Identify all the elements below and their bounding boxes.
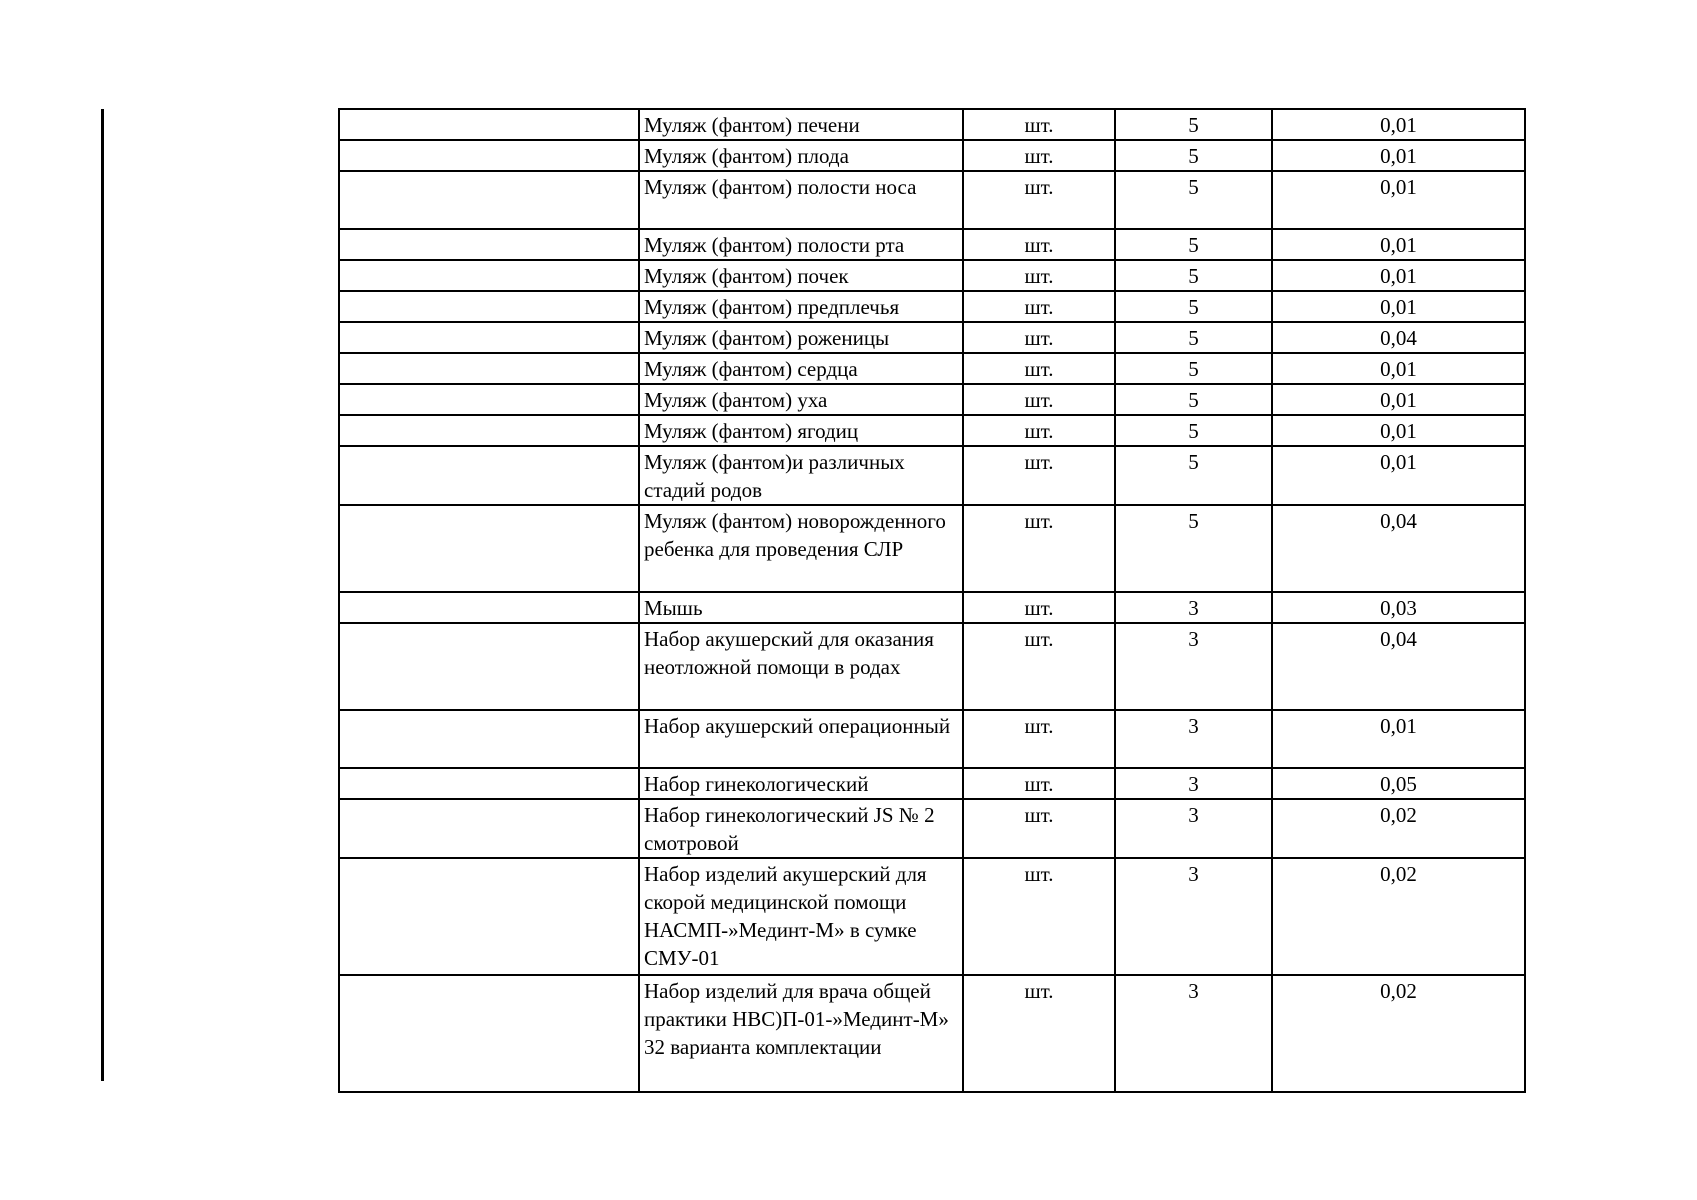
quantity-cell: 3 <box>1115 623 1272 710</box>
unit-cell: шт. <box>963 623 1115 710</box>
item-name-cell: Муляж (фантом)и различных стадий родов <box>639 446 963 505</box>
ratio-cell: 0,02 <box>1272 799 1525 858</box>
section-cell <box>339 975 639 1092</box>
table-row <box>339 260 1525 291</box>
table-row <box>339 799 1525 858</box>
ratio-cell: 0,01 <box>1272 109 1525 140</box>
table-row <box>339 768 1525 799</box>
quantity-cell: 5 <box>1115 505 1272 592</box>
section-cell <box>339 505 639 592</box>
quantity-cell: 5 <box>1115 353 1272 384</box>
ratio-cell: 0,01 <box>1272 710 1525 768</box>
unit-cell: шт. <box>963 322 1115 353</box>
ratio-cell: 0,01 <box>1272 353 1525 384</box>
ratio-cell: 0,01 <box>1272 415 1525 446</box>
unit-cell: шт. <box>963 229 1115 260</box>
section-cell <box>339 291 639 322</box>
unit-cell: шт. <box>963 415 1115 446</box>
table-row <box>339 415 1525 446</box>
item-name-cell: Набор изделий акушерский для скорой медицинской помощи НАСМП-»Мединт-М» в сумке СМУ-01 <box>639 858 963 975</box>
unit-cell: шт. <box>963 291 1115 322</box>
quantity-cell: 3 <box>1115 592 1272 623</box>
item-name-cell: Муляж (фантом) сердца <box>639 353 963 384</box>
item-name-cell: Муляж (фантом) ягодиц <box>639 415 963 446</box>
ratio-cell: 0,01 <box>1272 446 1525 505</box>
table-row <box>339 975 1525 1092</box>
item-name-cell: Набор акушерский операционный <box>639 710 963 768</box>
item-name-cell: Набор акушерский для оказания неотложной помощи в родах <box>639 623 963 710</box>
section-cell <box>339 229 639 260</box>
ratio-cell: 0,01 <box>1272 384 1525 415</box>
item-name-cell: Муляж (фантом) полости носа <box>639 171 963 229</box>
quantity-cell: 5 <box>1115 260 1272 291</box>
section-cell <box>339 322 639 353</box>
quantity-cell: 5 <box>1115 322 1272 353</box>
section-cell <box>339 446 639 505</box>
quantity-cell: 5 <box>1115 415 1272 446</box>
section-cell <box>339 799 639 858</box>
item-name-cell: Муляж (фантом) полости рта <box>639 229 963 260</box>
quantity-cell: 3 <box>1115 799 1272 858</box>
section-cell <box>339 171 639 229</box>
quantity-cell: 5 <box>1115 171 1272 229</box>
table-row <box>339 384 1525 415</box>
ratio-cell: 0,04 <box>1272 505 1525 592</box>
unit-cell: шт. <box>963 710 1115 768</box>
item-name-cell: Набор гинекологический JS № 2 смотровой <box>639 799 963 858</box>
table-row <box>339 229 1525 260</box>
quantity-cell: 5 <box>1115 109 1272 140</box>
unit-cell: шт. <box>963 768 1115 799</box>
section-cell <box>339 858 639 975</box>
table-row <box>339 322 1525 353</box>
quantity-cell: 5 <box>1115 140 1272 171</box>
ratio-cell: 0,02 <box>1272 858 1525 975</box>
section-cell <box>339 384 639 415</box>
quantity-cell: 3 <box>1115 768 1272 799</box>
section-cell <box>339 592 639 623</box>
item-name-cell: Набор гинекологический <box>639 768 963 799</box>
table-row <box>339 171 1525 229</box>
ratio-cell: 0,01 <box>1272 291 1525 322</box>
ratio-cell: 0,01 <box>1272 140 1525 171</box>
table-row <box>339 592 1525 623</box>
table-row <box>339 505 1525 592</box>
table-row <box>339 623 1525 710</box>
unit-cell: шт. <box>963 446 1115 505</box>
unit-cell: шт. <box>963 353 1115 384</box>
section-cell <box>339 260 639 291</box>
equipment-table-body <box>339 109 1525 1092</box>
unit-cell: шт. <box>963 505 1115 592</box>
table-row <box>339 140 1525 171</box>
equipment-table <box>338 108 1526 1093</box>
table-row <box>339 291 1525 322</box>
table-row <box>339 109 1525 140</box>
ratio-cell: 0,03 <box>1272 592 1525 623</box>
ratio-cell: 0,05 <box>1272 768 1525 799</box>
section-cell <box>339 109 639 140</box>
unit-cell: шт. <box>963 171 1115 229</box>
item-name-cell: Муляж (фантом) новорожденного ребенка для проведения СЛР <box>639 505 963 592</box>
section-cell <box>339 710 639 768</box>
item-name-cell: Муляж (фантом) печени <box>639 109 963 140</box>
quantity-cell: 5 <box>1115 291 1272 322</box>
quantity-cell: 3 <box>1115 975 1272 1092</box>
quantity-cell: 3 <box>1115 710 1272 768</box>
item-name-cell: Муляж (фантом) роженицы <box>639 322 963 353</box>
left-margin-rule <box>101 109 104 1081</box>
quantity-cell: 5 <box>1115 446 1272 505</box>
quantity-cell: 5 <box>1115 384 1272 415</box>
ratio-cell: 0,02 <box>1272 975 1525 1092</box>
unit-cell: шт. <box>963 799 1115 858</box>
item-name-cell: Набор изделий для врача общей практики НВС)П-01-»Мединт-М» 32 варианта комплектации <box>639 975 963 1092</box>
quantity-cell: 3 <box>1115 858 1272 975</box>
ratio-cell: 0,04 <box>1272 322 1525 353</box>
ratio-cell: 0,01 <box>1272 171 1525 229</box>
unit-cell: шт. <box>963 140 1115 171</box>
item-name-cell: Муляж (фантом) предплечья <box>639 291 963 322</box>
section-cell <box>339 623 639 710</box>
table-row <box>339 858 1525 975</box>
equipment-table-container <box>338 108 1524 1093</box>
table-row <box>339 710 1525 768</box>
item-name-cell: Муляж (фантом) почек <box>639 260 963 291</box>
item-name-cell: Муляж (фантом) уха <box>639 384 963 415</box>
unit-cell: шт. <box>963 384 1115 415</box>
item-name-cell: Мышь <box>639 592 963 623</box>
section-cell <box>339 140 639 171</box>
ratio-cell: 0,04 <box>1272 623 1525 710</box>
table-row <box>339 353 1525 384</box>
unit-cell: шт. <box>963 858 1115 975</box>
ratio-cell: 0,01 <box>1272 229 1525 260</box>
item-name-cell: Муляж (фантом) плода <box>639 140 963 171</box>
section-cell <box>339 415 639 446</box>
ratio-cell: 0,01 <box>1272 260 1525 291</box>
table-row <box>339 446 1525 505</box>
unit-cell: шт. <box>963 592 1115 623</box>
unit-cell: шт. <box>963 260 1115 291</box>
section-cell <box>339 353 639 384</box>
unit-cell: шт. <box>963 975 1115 1092</box>
section-cell <box>339 768 639 799</box>
unit-cell: шт. <box>963 109 1115 140</box>
quantity-cell: 5 <box>1115 229 1272 260</box>
